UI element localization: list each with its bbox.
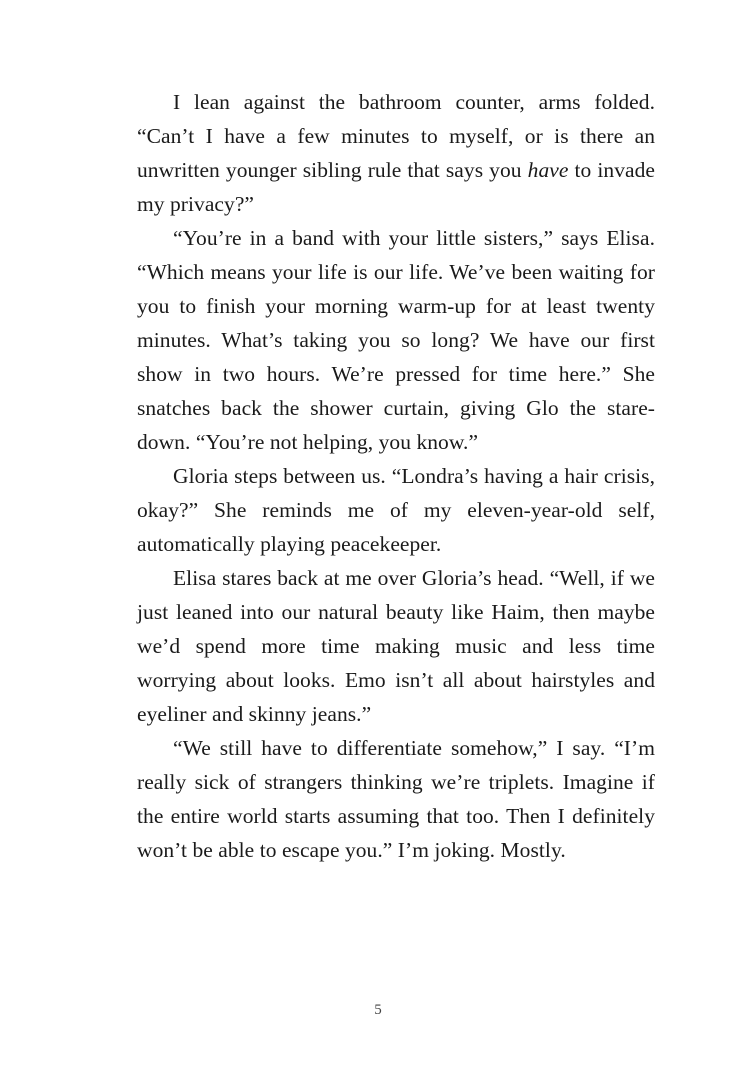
paragraph-5: “We still have to differentiate somehow,” I say. “I’m really sick of strangers thinking we’re triplets. Imagine if the entire world starts assuming that too. Then I definitely won’t be able to escape you.” I’m joking. Mostly. (137, 736, 655, 862)
paragraph-1 (137, 85, 655, 221)
page-number: 5 (374, 1002, 382, 1018)
paragraph-1-start: I lean against the bathroom counter, arms folded. “Can’t I have a few minutes to myself, or is there an unwritten younger sibling rule that says you (137, 90, 655, 182)
paragraph-4: Elisa stares back at me over Gloria’s head. “Well, if we just leaned into our natural beauty like Haim, then maybe we’d spend more time making music and less time worrying about looks. Emo isn’t all about hairstyles and eyeliner and skinny jeans.” (137, 566, 655, 726)
paragraph-3: Gloria steps between us. “Londra’s having a hair crisis, okay?” She reminds me of my eleven-year-old self, automatically playing peacekeeper. (137, 464, 655, 556)
paragraph-1-end: to invade my privacy?” (137, 158, 655, 216)
paragraph-2: “You’re in a band with your little sisters,” says Elisa. “Which means your life is our life. We’ve been waiting for you to finish your morning warm-up for at least twenty minutes. What’s taking you so long? We have our first show in two hours. We’re pressed for time here.” She snatches back the shower curtain, giving Glo the stare-down. “You’re not helping, you know.” (137, 226, 655, 454)
paragraph-1-emphasis: have (527, 158, 569, 182)
body-text (137, 85, 655, 867)
